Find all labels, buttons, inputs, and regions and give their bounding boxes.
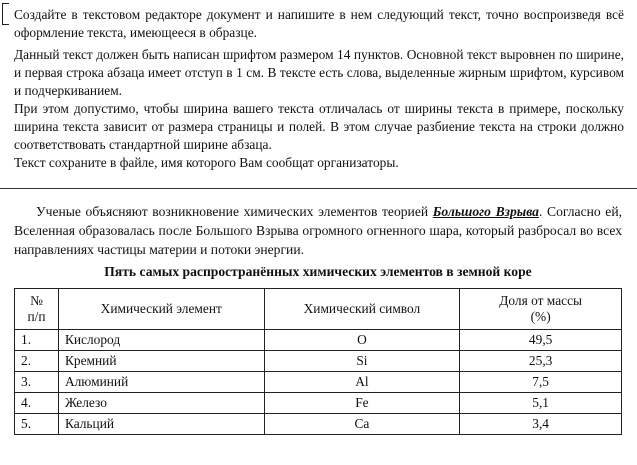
margin-bracket-icon <box>2 3 9 25</box>
row-num: 4. <box>15 393 59 414</box>
row-share: 49,5 <box>460 330 622 351</box>
header-num <box>15 289 59 330</box>
sample-text <box>14 202 622 259</box>
row-num: 3. <box>15 372 59 393</box>
table-row <box>15 330 622 351</box>
sample-highlight: Большого Взрыва <box>432 204 539 219</box>
row-symbol: Al <box>264 372 460 393</box>
table-row <box>15 372 622 393</box>
task-paragraph-2: Данный текст должен быть написан шрифтом размером 14 пунктов. Основной текст выровнен по ширине, и первая строка абзаца имеет отступ в 1 см. В тексте есть слова, выделенные жирным шрифтом, курсивом и подчеркиванием. <box>14 47 624 98</box>
elements-table <box>14 288 622 435</box>
section-divider <box>0 188 637 189</box>
table-row <box>15 393 622 414</box>
row-element-name: Алюминий <box>58 372 264 393</box>
row-share: 5,1 <box>460 393 622 414</box>
sample-paragraph <box>14 202 622 259</box>
row-num: 5. <box>15 414 59 435</box>
row-share: 3,4 <box>460 414 622 435</box>
header-share-line1: Доля от массы <box>499 293 583 308</box>
row-share: 25,3 <box>460 351 622 372</box>
sample-text-after: . Согласно ей, Вселенная образовалась после Большого Взрыва огромного огненного шара, который разбросал во всех направлениях частицы материи и потоки энергии. <box>14 204 622 257</box>
row-element-name: Железо <box>58 393 264 414</box>
row-num: 1. <box>15 330 59 351</box>
header-share-line2: (%) <box>530 309 551 324</box>
row-symbol: Si <box>264 351 460 372</box>
row-num: 2. <box>15 351 59 372</box>
header-num-line1: № <box>30 293 43 308</box>
table-caption: Пять самых распространённых химических элементов в земной коре <box>104 264 532 279</box>
row-element-name: Кальций <box>58 414 264 435</box>
table-row <box>15 414 622 435</box>
row-element-name: Кислород <box>58 330 264 351</box>
row-symbol: Ca <box>264 414 460 435</box>
task-paragraph-3: При этом допустимо, чтобы ширина вашего текста отличалась от ширины текста в примере, поскольку ширина текста зависит от размера страницы и полей. В этом случае разбиение текста на строки должно соответствовать стандартной ширине абзаца. <box>14 101 624 152</box>
header-share <box>460 289 622 330</box>
row-symbol: Fe <box>264 393 460 414</box>
header-element: Химический элемент <box>58 289 264 330</box>
task-paragraph-4: Текст сохраните в файле, имя которого Вам сообщат организаторы. <box>14 155 399 170</box>
row-element-name: Кремний <box>58 351 264 372</box>
header-num-line2: п/п <box>27 309 46 324</box>
sample-text-before: Ученые объясняют возникновение химических элементов теорией <box>36 204 433 219</box>
task-instructions <box>14 6 624 176</box>
row-symbol: O <box>264 330 460 351</box>
header-symbol: Химический символ <box>264 289 460 330</box>
row-share: 7,5 <box>460 372 622 393</box>
task-paragraph-1: Создайте в текстовом редакторе документ и напишите в нем следующий текст, точно воспроизведя всё оформление текста, имеющееся в образце. <box>14 7 624 40</box>
table-row <box>15 351 622 372</box>
table-header-row <box>15 289 622 330</box>
